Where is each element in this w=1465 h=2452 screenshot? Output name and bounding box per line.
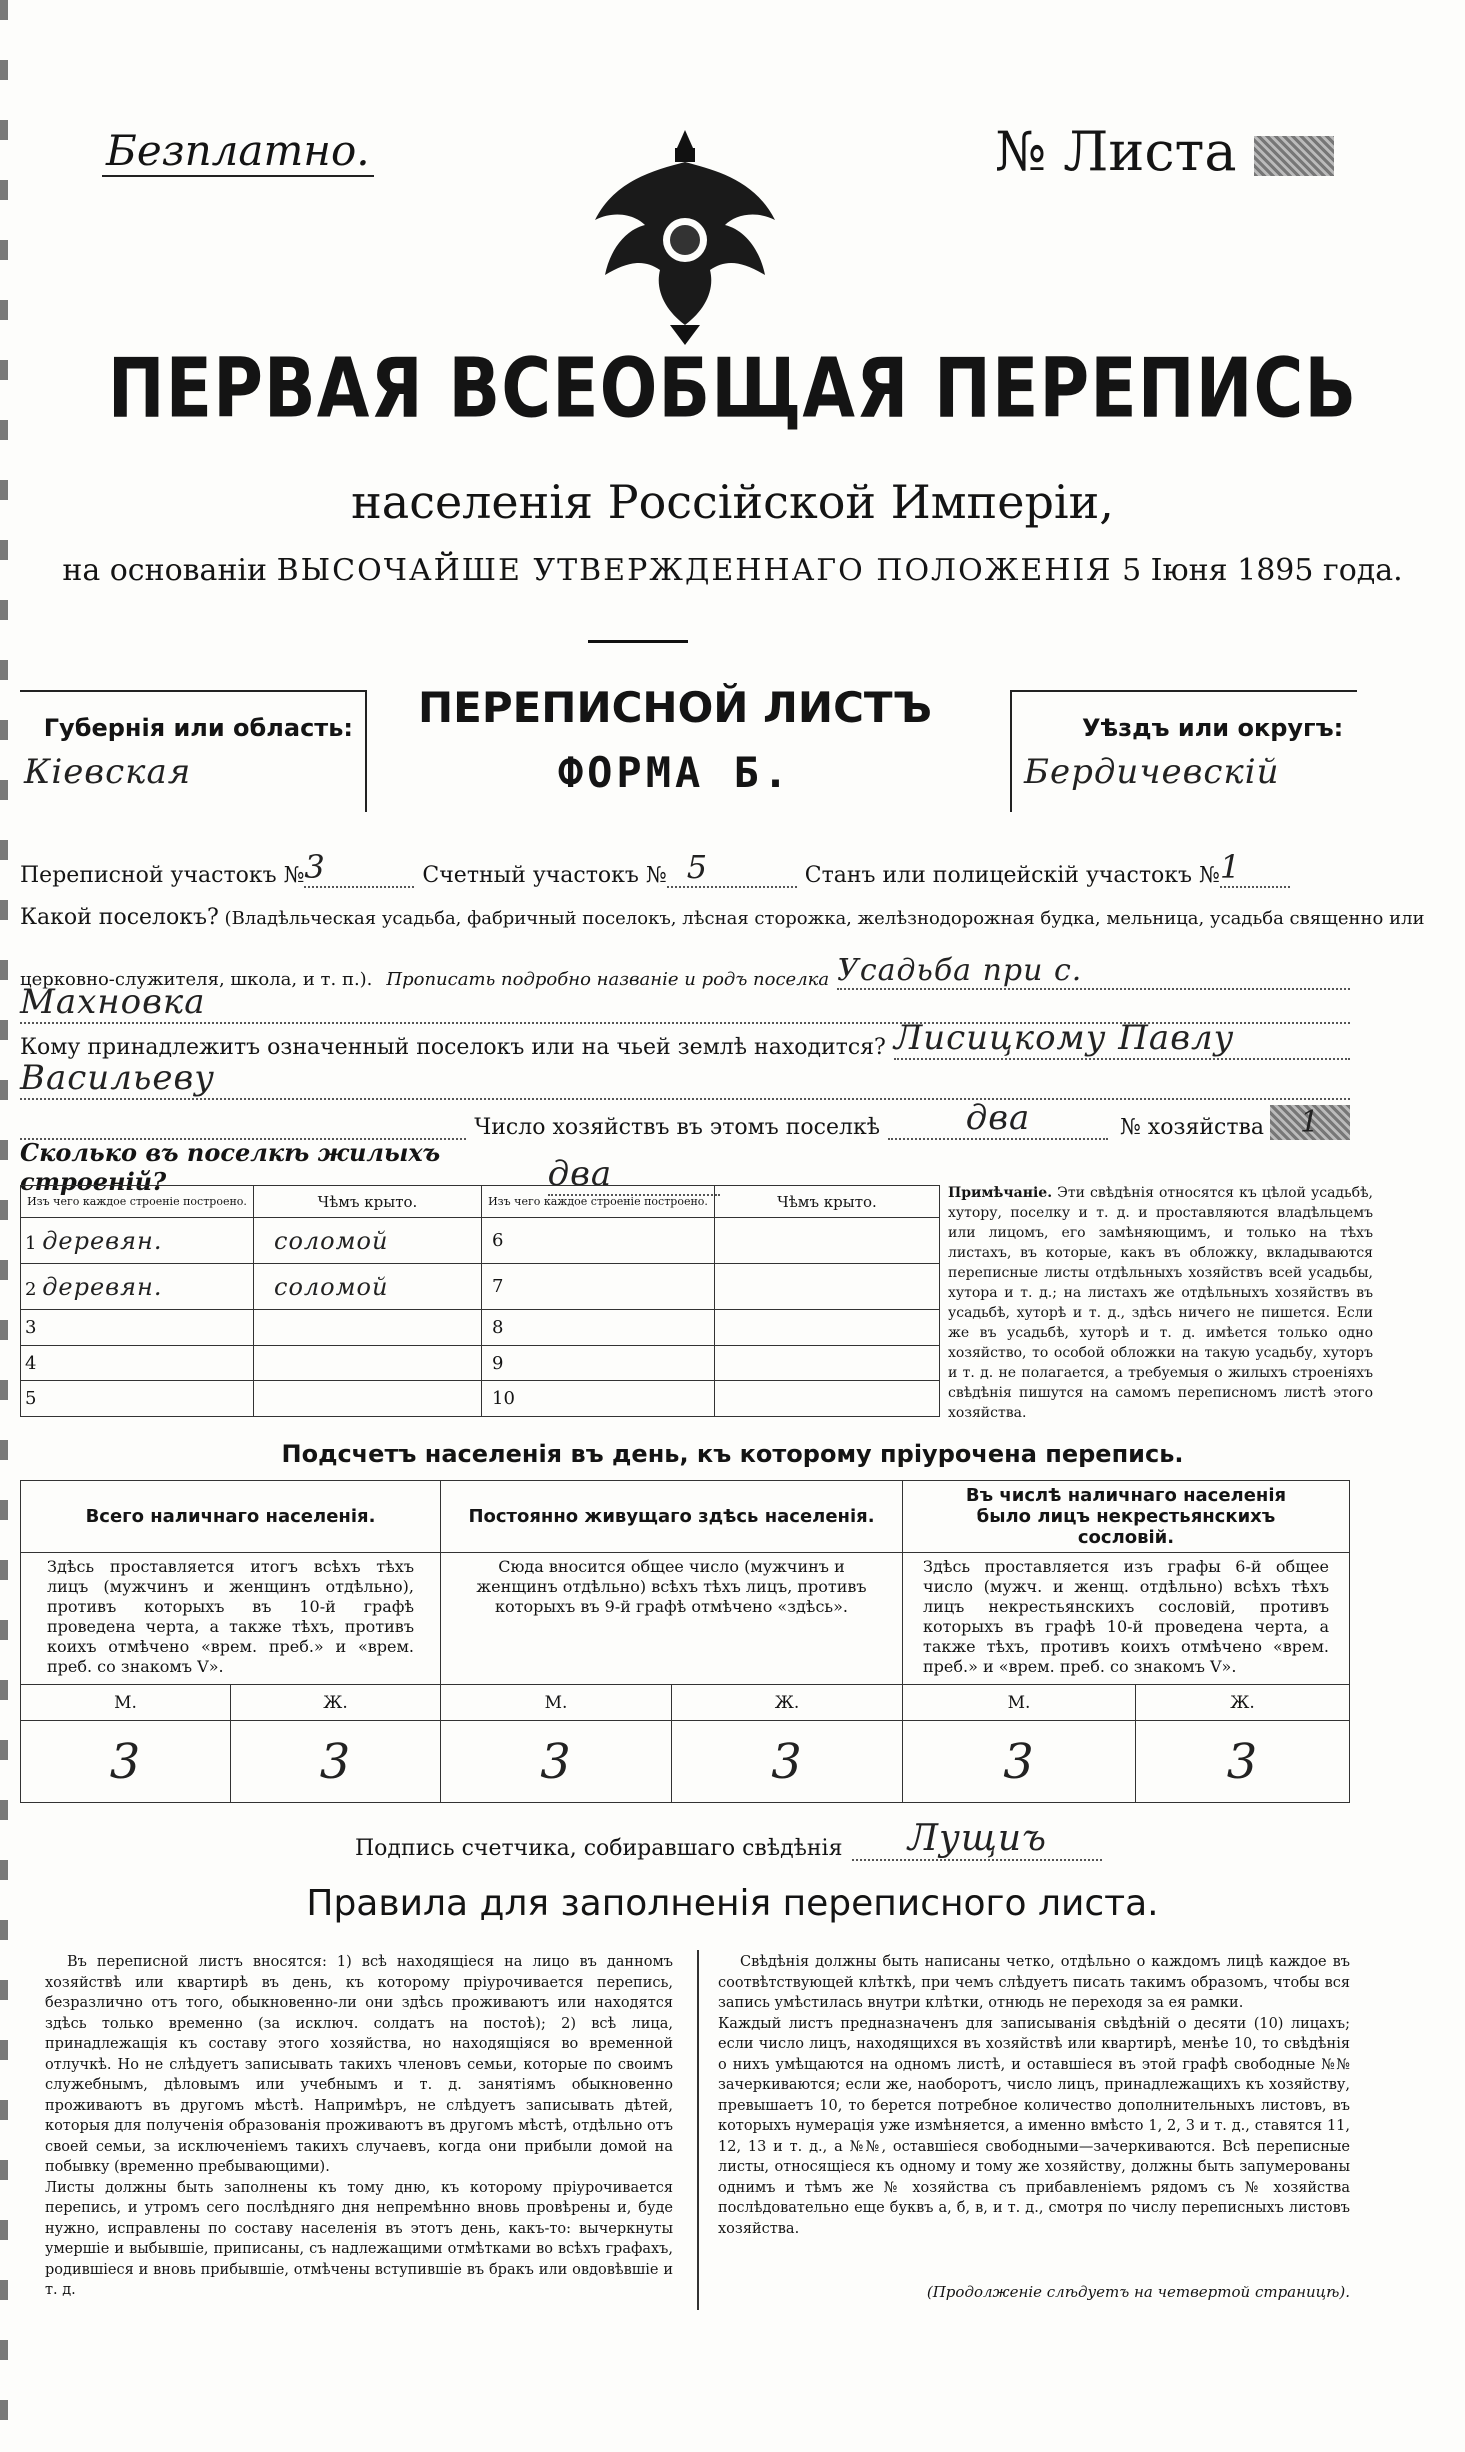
count-heading: Подсчетъ населенія въ день, къ которому пріурочена перепись. xyxy=(281,1440,1184,1468)
table-row xyxy=(21,1264,940,1310)
count-table xyxy=(20,1480,1350,1803)
police-section-value: 1 xyxy=(1220,848,1290,888)
building-cell xyxy=(482,1345,715,1381)
settlement-hint-2: церковно-служителя, школа, и т. п.). xyxy=(20,969,373,990)
owner-value-1: Лисицкому Павлу xyxy=(894,1018,1350,1060)
row-number: 8 xyxy=(492,1316,504,1338)
households-value: два xyxy=(888,1098,1108,1140)
count-col2-desc: Сюда вносится общее число (мужчинъ и женщинъ отдѣльно) всѣхъ тѣхъ лицъ, противъ которыхъ въ 9-й графѣ отмѣчено «здѣсь». xyxy=(441,1553,903,1685)
count-value: 3 xyxy=(672,1721,903,1803)
rules-title: Правила для заполненія переписного листа. xyxy=(306,1883,1159,1924)
note-text: Эти свѣдѣнія относятся къ цѣлой усадьбѣ, хутору, поселку и т. д. и проставляются владѣльцемъ или лицомъ, его замѣняющимъ, и только на тѣхъ листахъ, въ которые, какъ въ обложку, вкладываются переписные листы отдѣльныхъ хозяйствъ всей усадьбы, хутора и т. д.; на листахъ же отдѣльныхъ хозяйствъ въ усадьбѣ, хуторѣ и т. д., здѣсь ничего не пишется. Если же въ усадьбѣ, хуторѣ и т. д. имѣется только одно хозяйство, то особой обложки на такую усадьбу, хуторъ и т. д. не полагается, а требуемыя о жилыхъ строеніяхъ свѣдѣнія пишутся на самомъ переписномъ листѣ этого хозяйства. xyxy=(948,1185,1373,1421)
count-value: 3 xyxy=(441,1721,672,1803)
building-cell xyxy=(21,1381,254,1417)
row-number: 6 xyxy=(492,1230,504,1252)
buildings-header-row xyxy=(21,1186,940,1218)
buildings-roof-header-right: Чѣмъ крыто. xyxy=(715,1186,940,1218)
male-label: М. xyxy=(21,1685,231,1721)
province-label: Губернія или область: xyxy=(43,714,353,742)
female-label: Ж. xyxy=(1136,1685,1350,1721)
province-value: Кіевская xyxy=(24,752,192,792)
owner-value-2: Васильеву xyxy=(20,1058,1350,1100)
header-divider xyxy=(588,640,688,643)
female-label: Ж. xyxy=(231,1685,441,1721)
buildings-material-header-left: Изъ чего каждое строеніе построено. xyxy=(21,1186,254,1218)
count-col2-title: Постоянно живущаго здѣсь населенія. xyxy=(441,1481,903,1553)
dwellings-value: два xyxy=(548,1154,720,1196)
settlement-hint-1: (Владѣльческая усадьба, фабричный поселокъ, лѣсная сторожка, желѣзнодорожная будка, мельница, усадьба священно или xyxy=(224,908,1425,929)
building-cell xyxy=(482,1264,715,1310)
note-label: Примѣчаніе. xyxy=(948,1185,1053,1201)
row-number: 9 xyxy=(492,1352,504,1374)
building-cell xyxy=(482,1310,715,1346)
count-col3-desc: Здѣсь проставляется изъ графы 6-й общее число (мужч. и женщ. отдѣльно) всѣхъ тѣхъ лицъ некрестьянскихъ сословій, противъ которыхъ въ графѣ 10-й проведена черта, а также тѣхъ, противъ коихъ отмѣчено «врем. преб.» и «врем. преб. со знакомъ V». xyxy=(903,1553,1350,1685)
count-mf-row xyxy=(21,1685,1350,1721)
building-cell xyxy=(21,1264,254,1310)
building-roof xyxy=(715,1345,940,1381)
count-value: 3 xyxy=(21,1721,231,1803)
row-number: 5 xyxy=(25,1388,37,1410)
building-cell xyxy=(482,1381,715,1417)
building-roof xyxy=(715,1381,940,1417)
building-cell xyxy=(482,1218,715,1264)
building-material: деревян. xyxy=(42,1226,163,1255)
building-roof xyxy=(254,1345,482,1381)
note-block xyxy=(948,1183,1373,1423)
buildings-material-header-right: Изъ чего каждое строеніе построено. xyxy=(482,1186,715,1218)
row-number: 10 xyxy=(492,1388,515,1410)
form-name: ФОРМА Б. xyxy=(557,748,793,797)
rules-left-column: Въ переписной листъ вносятся: 1) всѣ находящіеся на лицо въ данномъ хозяйствѣ или квартирѣ въ день, къ которому пріурочивается перепись, безразлично отъ того, обыкновенно-ли они здѣсь проживаютъ или находятся здѣсь только временно (за исключ. солдатъ на постоѣ); 2) всѣ лица, принадлежащія къ составу этого хозяйства, но находящіяся во временной отлучкѣ. Но не слѣдуетъ записывать такихъ членовъ семьи, которые по своимъ служебнымъ, дѣловымъ или учебнымъ и т. д. занятіямъ обыкновенно проживаютъ въ другомъ мѣстѣ. Напримѣръ, не слѣдуетъ записывать дѣтей, которыя для полученія образованія проживаютъ въ другомъ мѣстѣ, отдѣльно отъ своей семьи, за исключеніемъ такихъ случаевъ, когда они прибыли домой на побывку (временно пребывающими). Листы должны быть заполнены къ тому дню, къ которому пріурочивается перепись, и утромъ сего послѣдняго дня непремѣнно вновь провѣрены и, буде нужно, исправлены по составу населенія въ этотъ день, какъ-то: вычеркнуты умершіе и выбывшіе, приписаны, съ надлежащими отмѣтками во всѣхъ графахъ, родившіеся и вновь прибывшіе, отмѣчены вступившіе въ бракъ или овдовѣвшіе и т. д. xyxy=(45,1954,673,2298)
count-col1-desc: Здѣсь проставляется итогъ всѣхъ тѣхъ лицъ (мужчинъ и женщинъ отдѣльно), противъ которыхъ въ 10-й графѣ проведена черта, а также тѣхъ, противъ коихъ отмѣчено «врем. преб.» и «врем. преб. со знакомъ V». xyxy=(21,1553,441,1685)
settlement-value-1: Усадьба при с. xyxy=(837,953,1350,990)
count-col1-title: Всего наличнаго населенія. xyxy=(21,1481,441,1553)
rules-continued: (Продолженіе слѣдуетъ на четвертой страницѣ). xyxy=(926,2283,1350,2301)
count-value: 3 xyxy=(231,1721,441,1803)
police-section-label: Станъ или полицейскій участокъ № xyxy=(804,863,1220,888)
count-title-row xyxy=(21,1481,1350,1553)
table-row xyxy=(21,1381,940,1417)
basis-caps: ВЫСОЧАЙШЕ УТВЕРЖДЕННАГО ПОЛОЖЕНІЯ xyxy=(276,553,1113,588)
building-roof xyxy=(715,1310,940,1346)
buildings-table xyxy=(20,1185,940,1417)
buildings-roof-header-left: Чѣмъ крыто. xyxy=(254,1186,482,1218)
basis-suffix: 5 Іюня 1895 года. xyxy=(1122,553,1403,588)
building-roof: соломой xyxy=(254,1264,482,1310)
household-no-label: № хозяйства xyxy=(1120,1115,1264,1140)
male-label: М. xyxy=(903,1685,1136,1721)
district-label: Уѣздъ или округъ: xyxy=(1082,714,1344,742)
count-col3-title: Въ числѣ наличнаго населенія было лицъ некрестьянскихъ сословій. xyxy=(903,1481,1350,1553)
dwellings-label: Сколько въ поселкѣ жилыхъ строеній? xyxy=(20,1138,441,1196)
building-roof xyxy=(715,1264,940,1310)
settlement-value-2: Махновка xyxy=(20,982,1350,1024)
row-number: 2 xyxy=(25,1278,37,1300)
basis-prefix: на основаніи xyxy=(62,553,268,588)
sections-row xyxy=(20,848,1350,888)
rules-column-divider xyxy=(697,1950,699,2310)
table-row xyxy=(21,1345,940,1381)
sheet-number-label: № Листа xyxy=(995,120,1237,183)
district-box xyxy=(1010,690,1357,812)
count-value: 3 xyxy=(1136,1721,1350,1803)
female-label: Ж. xyxy=(672,1685,903,1721)
sheet-number xyxy=(995,120,1334,183)
settlement-label: Какой поселокъ? xyxy=(20,905,219,930)
count-section-label: Счетный участокъ № xyxy=(422,863,667,888)
households-label: Число хозяйствъ въ этомъ поселкѣ xyxy=(474,1115,880,1140)
imperial-eagle-icon xyxy=(585,100,785,350)
signature-row xyxy=(355,1818,1102,1861)
table-row xyxy=(21,1310,940,1346)
free-label: Безплатно. xyxy=(102,126,374,177)
building-roof xyxy=(254,1381,482,1417)
count-values-row xyxy=(21,1721,1350,1803)
signature-value: Лущиъ xyxy=(852,1818,1102,1861)
census-section-label: Переписной участокъ № xyxy=(20,863,305,888)
count-value: 3 xyxy=(903,1721,1136,1803)
district-value: Бердичевскій xyxy=(1024,752,1280,792)
owner-row xyxy=(20,1018,1350,1060)
row-number: 1 xyxy=(25,1232,37,1254)
count-desc-row xyxy=(21,1553,1350,1685)
row-number: 7 xyxy=(492,1276,504,1298)
owner-label: Кому принадлежитъ означенный поселокъ или на чьей землѣ находится? xyxy=(20,1035,886,1060)
settlement-instruction: Прописать подробно названіе и родъ поселка xyxy=(386,969,830,990)
building-material: деревян. xyxy=(42,1272,163,1301)
count-section-value: 5 xyxy=(667,848,797,888)
building-cell xyxy=(21,1310,254,1346)
sheet-number-stamp xyxy=(1254,136,1334,176)
census-section-value: 3 xyxy=(304,848,414,888)
page-subtitle: населенія Россійской Имперіи, xyxy=(351,475,1114,529)
form-title: ПЕРЕПИСНОЙ ЛИСТЪ xyxy=(417,683,933,732)
province-box xyxy=(20,690,367,812)
building-cell xyxy=(21,1345,254,1381)
row-number: 3 xyxy=(25,1316,37,1338)
building-roof: соломой xyxy=(254,1218,482,1264)
male-label: М. xyxy=(441,1685,672,1721)
table-row xyxy=(21,1218,940,1264)
households-row xyxy=(20,1098,1350,1140)
row-number: 4 xyxy=(25,1352,37,1374)
household-no-value: 1 xyxy=(1270,1105,1350,1140)
signature-label: Подпись счетчика, собиравшаго свѣдѣнія xyxy=(355,1836,843,1861)
rules-right-column: Свѣдѣнія должны быть написаны четко, отдѣльно о каждомъ лицѣ каждое въ соотвѣтствующей клѣткѣ, при чемъ слѣдуетъ писать такимъ образомъ, чтобы вся запись умѣстилась внутри клѣтки, отнюдь не переходя за ея рамки. Каждый листъ предназначенъ для записыванія свѣдѣній о десяти (10) лицахъ; если число лицъ, находящихся въ хозяйствѣ или квартирѣ, менѣе 10, то свѣдѣнія о нихъ умѣщаются на одномъ листѣ, и оставшіеся въ этой графѣ свободные №№ зачеркиваются; если же, наоборотъ, число лицъ, принадлежащихъ къ хозяйству, превышаетъ 10, то берется потребное количество дополнительныхъ листовъ, въ которыхъ нумерація уже измѣняется, а именно вмѣсто 1, 2, 3 и т. д., ставятся 11, 12, 13 и т. д., а №№, оставшіеся свободными—зачеркиваются. Всѣ переписные листы, относящіеся къ одному и тому же хозяйству, должны быть запумерованы однимъ и тѣмъ же № хозяйства съ прибавленіемъ рядомъ съ № хозяйства послѣдовательно еще буквъ а, б, в, и т. д., смотря по числу переписныхъ листовъ хозяйства. xyxy=(718,1954,1350,2237)
building-roof xyxy=(254,1310,482,1346)
page-title: ПЕРВАЯ ВСЕОБЩАЯ ПЕРЕПИСЬ xyxy=(107,342,1358,437)
building-roof xyxy=(715,1218,940,1264)
building-cell xyxy=(21,1218,254,1264)
settlement-hint-row1 xyxy=(20,905,1425,930)
basis-line xyxy=(0,553,1465,588)
